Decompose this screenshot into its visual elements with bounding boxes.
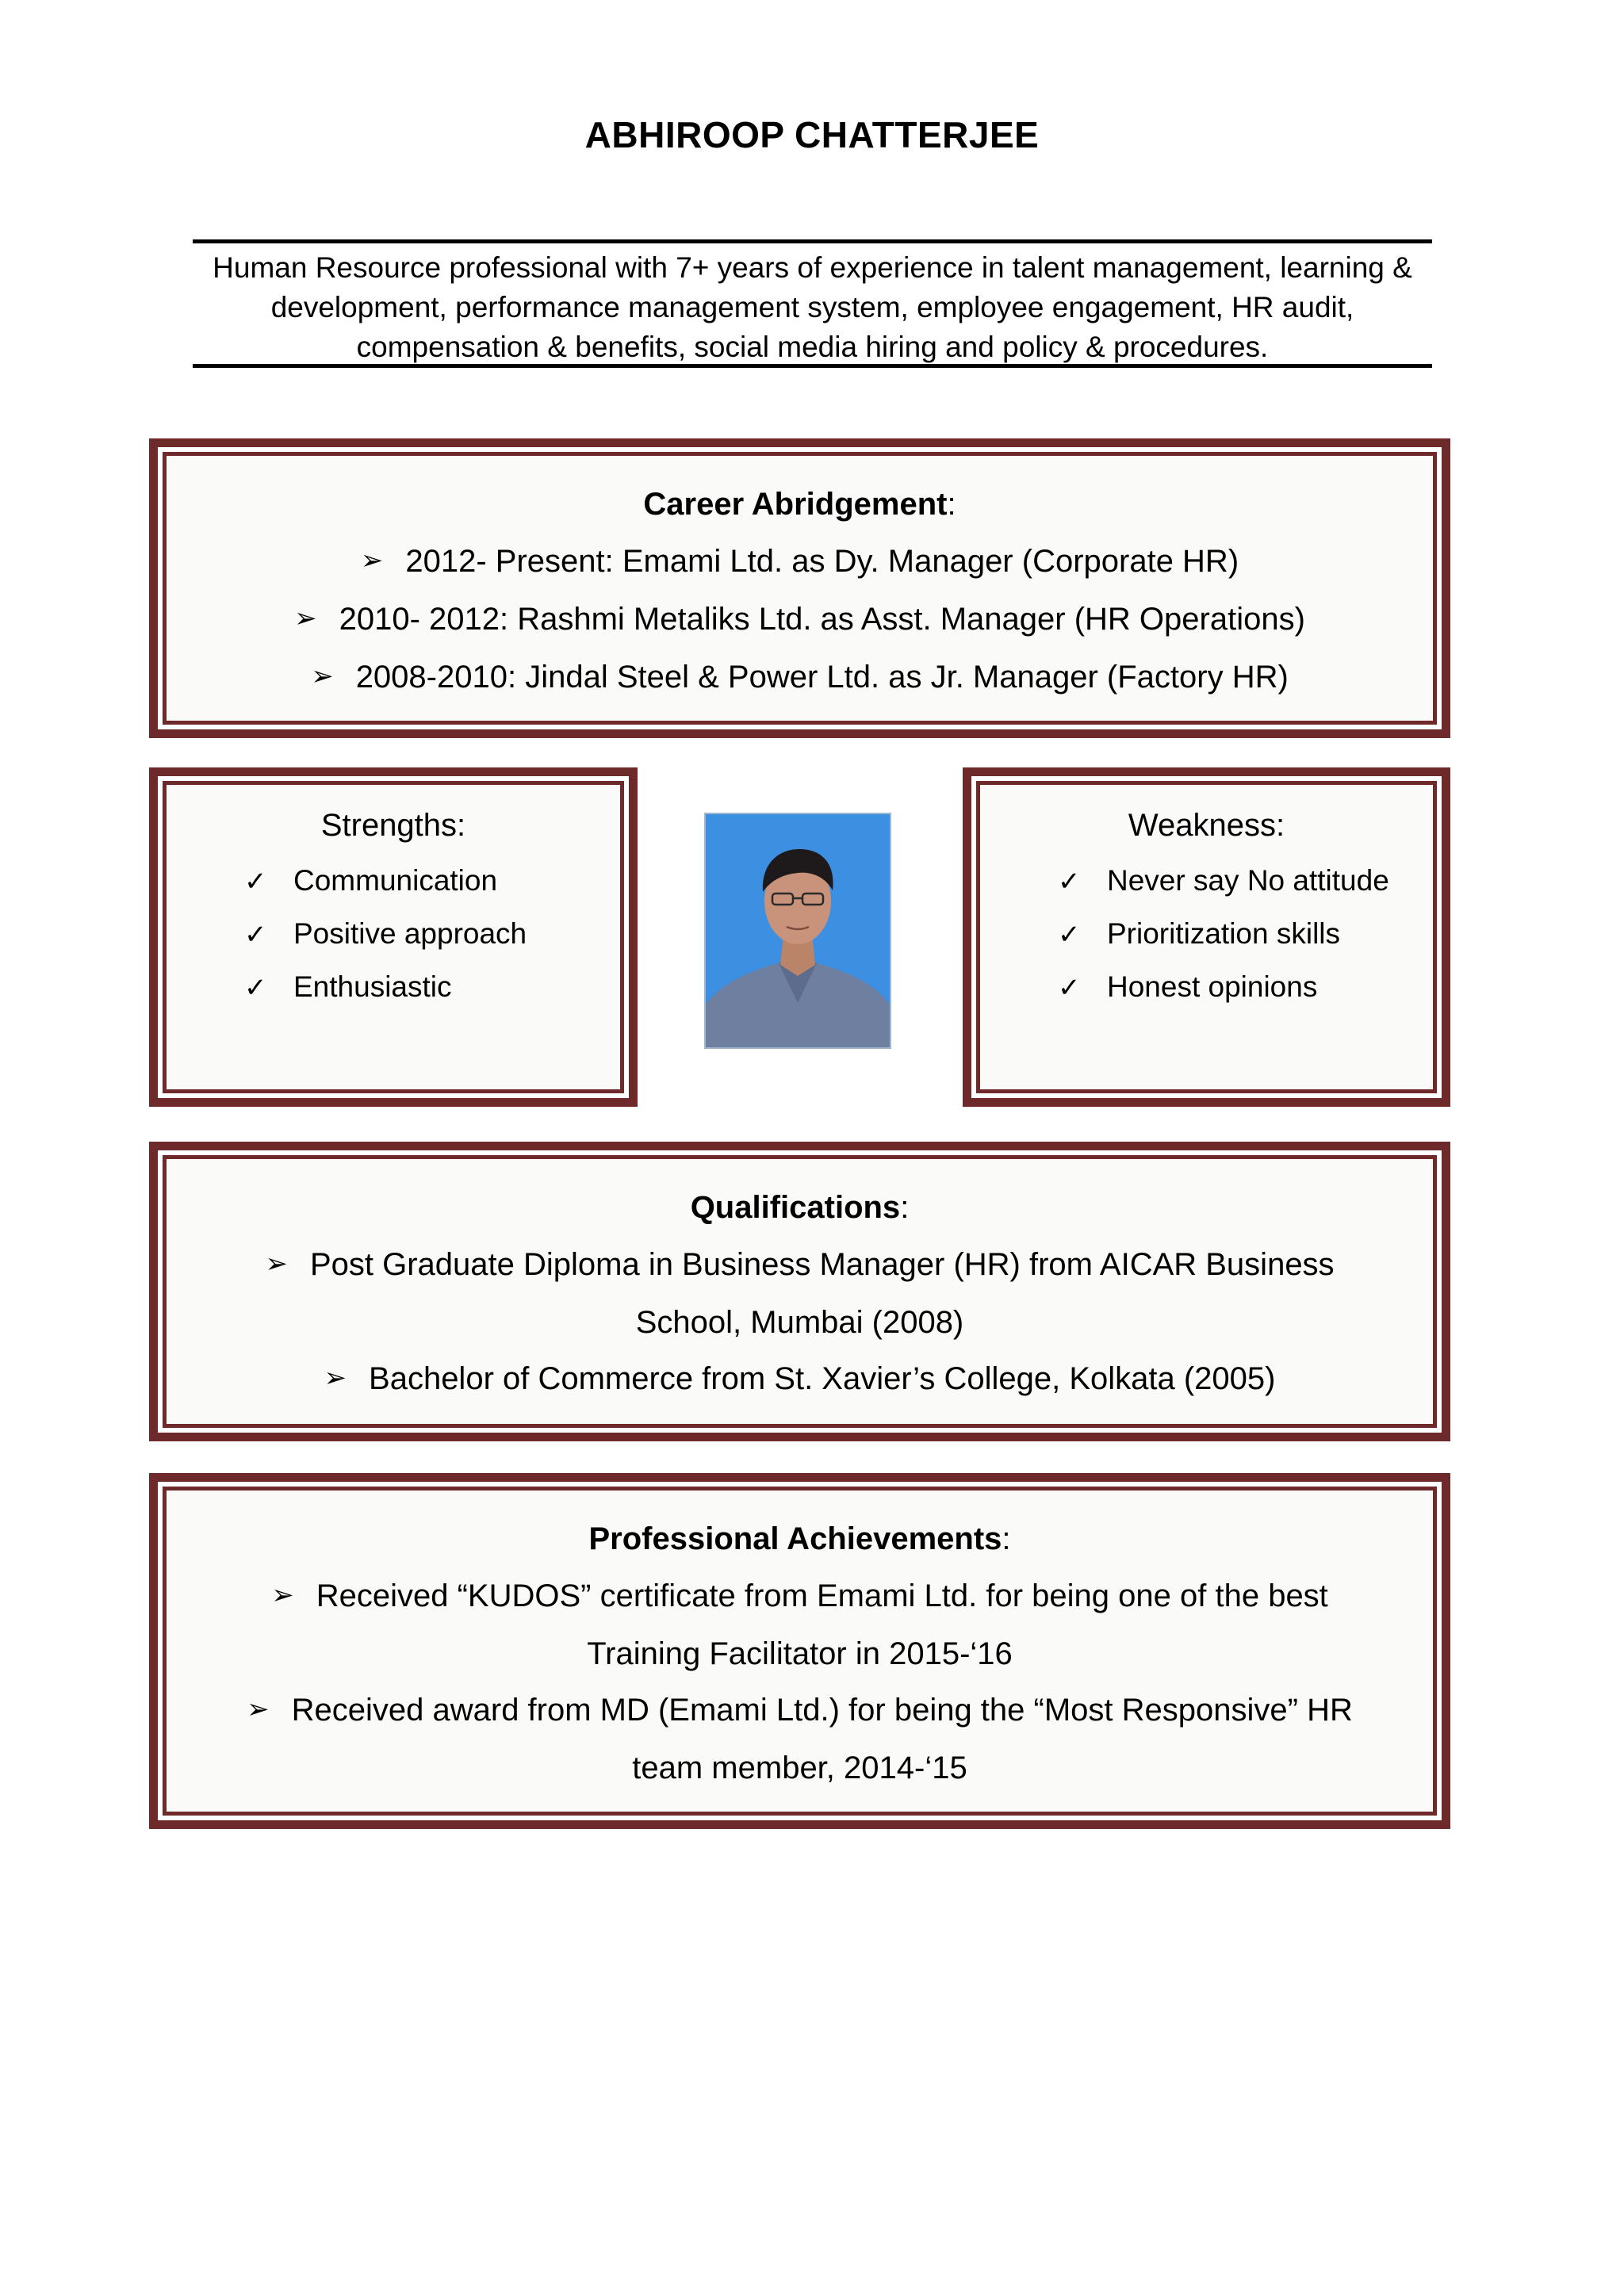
arrow-bullet-icon: ➢	[311, 661, 334, 691]
profile-photo	[704, 813, 891, 1049]
achievement-text: Received “KUDOS” certificate from Emami Ltd. for being one of the best	[316, 1578, 1328, 1613]
page-title: ABHIROOP CHATTERJEE	[584, 114, 1040, 155]
weakness-title: Weakness:	[1128, 808, 1285, 843]
strengths-list	[244, 855, 620, 1014]
summary-line: development, performance management system, employee engagement, HR audit,	[270, 291, 1354, 323]
weakness-list	[1058, 855, 1433, 1014]
arrow-bullet-icon: ➢	[271, 1580, 294, 1610]
qualifications-section	[149, 1142, 1450, 1441]
strengths-title: Strengths:	[320, 808, 466, 843]
list-item	[244, 908, 620, 961]
check-icon: ✓	[1058, 920, 1081, 950]
career-item-text: 2008-2010: Jindal Steel & Power Ltd. as Jr. Manager (Factory HR)	[355, 660, 1289, 695]
qualifications-title-text: Qualifications	[690, 1190, 901, 1225]
achievements-section-inner	[163, 1487, 1437, 1816]
strengths-section-inner	[163, 781, 624, 1093]
qualifications-section-inner	[163, 1155, 1437, 1428]
strength-text: Positive approach	[293, 917, 527, 950]
check-icon: ✓	[244, 867, 267, 897]
qualifications-title-colon: :	[900, 1190, 910, 1225]
arrow-bullet-icon: ➢	[247, 1694, 270, 1724]
career-title-colon: :	[947, 487, 956, 522]
career-title-text: Career Abridgement	[643, 487, 948, 522]
achievements-title-colon: :	[1002, 1521, 1011, 1556]
list-item	[1058, 908, 1433, 961]
profile-summary	[193, 239, 1432, 368]
check-icon: ✓	[1058, 867, 1081, 897]
career-section	[149, 438, 1450, 738]
list-item	[244, 961, 620, 1014]
list-item	[1058, 855, 1433, 908]
arrow-bullet-icon: ➢	[294, 603, 317, 633]
achievements-title-text: Professional Achievements	[588, 1521, 1002, 1556]
achievements-title	[167, 1519, 1433, 1559]
check-icon: ✓	[1058, 973, 1081, 1003]
check-icon: ✓	[244, 920, 267, 950]
arrow-bullet-icon: ➢	[324, 1363, 347, 1393]
summary-line: compensation & benefits, social media hiring and policy & procedures.	[356, 331, 1269, 363]
weakness-section	[963, 767, 1450, 1107]
qualifications-title	[167, 1188, 1433, 1227]
strength-text: Communication	[293, 864, 498, 897]
achievement-item	[167, 1568, 1433, 1626]
qualification-item-continued: School, Mumbai (2008)	[635, 1305, 964, 1340]
strength-text: Enthusiastic	[293, 970, 452, 1003]
qualification-item	[167, 1351, 1433, 1409]
qualification-item	[167, 1237, 1433, 1295]
qualification-text: Bachelor of Commerce from St. Xavier’s College, Kolkata (2005)	[369, 1361, 1276, 1396]
list-item	[1058, 961, 1433, 1014]
summary-line: Human Resource professional with 7+ years of experience in talent management, learning &	[213, 251, 1412, 284]
portrait-image	[706, 814, 890, 1047]
career-title	[167, 484, 1433, 524]
achievement-text: Received award from MD (Emami Ltd.) for being the “Most Responsive” HR	[291, 1693, 1353, 1728]
achievement-item-continued: Training Facilitator in 2015-‘16	[587, 1636, 1013, 1671]
achievement-item	[167, 1682, 1433, 1740]
career-item-text: 2010- 2012: Rashmi Metaliks Ltd. as Asst. Manager (HR Operations)	[339, 602, 1305, 637]
strengths-section	[149, 767, 638, 1107]
achievements-section	[149, 1473, 1450, 1829]
weakness-text: Prioritization skills	[1107, 917, 1341, 950]
achievement-item-continued: team member, 2014-‘15	[632, 1751, 967, 1785]
weakness-text: Never say No attitude	[1107, 864, 1389, 897]
qualification-text: Post Graduate Diploma in Business Manager (HR) from AICAR Business	[309, 1247, 1335, 1282]
career-item	[167, 534, 1433, 591]
check-icon: ✓	[244, 973, 267, 1003]
weakness-text: Honest opinions	[1107, 970, 1318, 1003]
career-item	[167, 591, 1433, 649]
list-item	[244, 855, 620, 908]
arrow-bullet-icon: ➢	[265, 1249, 288, 1279]
career-section-inner	[163, 452, 1437, 725]
weakness-section-inner	[976, 781, 1437, 1093]
arrow-bullet-icon: ➢	[360, 545, 384, 576]
career-item	[167, 649, 1433, 707]
career-item-text: 2012- Present: Emami Ltd. as Dy. Manager (Corporate HR)	[405, 544, 1239, 579]
